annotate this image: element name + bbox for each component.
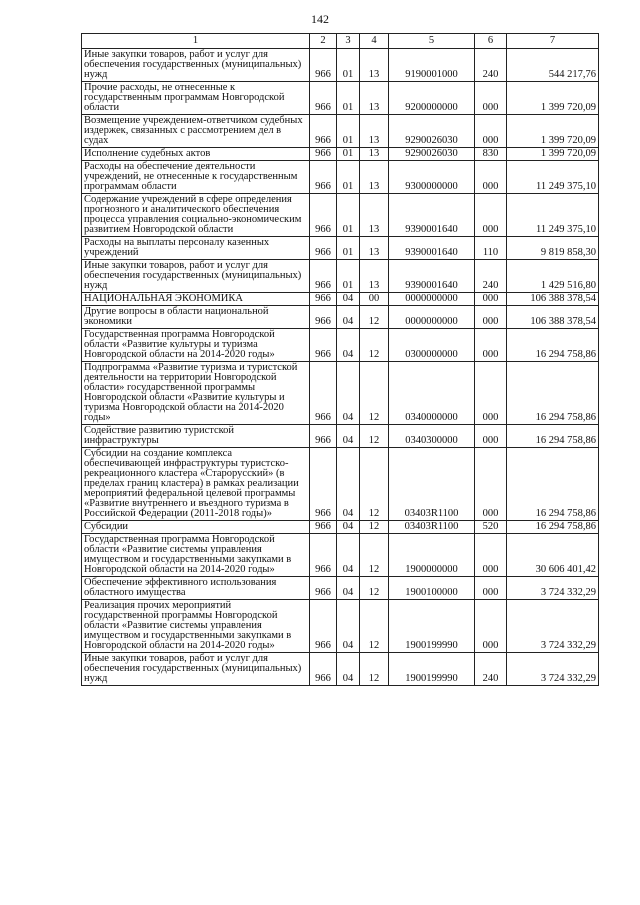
row-expense-type: 000 [475,362,507,425]
table-row [82,448,599,521]
row-target-article: 0300000000 [389,329,475,362]
row-name: Иные закупки товаров, работ и услуг для обеспечения государственных (муниципальных) нужд [82,653,310,686]
row-amount: 106 388 378,54 [507,293,599,306]
row-name: Исполнение судебных актов [82,148,310,161]
row-expense-type: 000 [475,534,507,577]
col-header-6: 6 [475,34,507,49]
row-admin-code: 966 [310,362,337,425]
row-amount: 16 294 758,86 [507,329,599,362]
row-admin-code: 966 [310,293,337,306]
table-row [82,425,599,448]
row-subsection: 12 [360,329,389,362]
row-target-article: 9390001640 [389,260,475,293]
row-section: 01 [337,161,360,194]
row-expense-type: 000 [475,194,507,237]
row-amount: 30 606 401,42 [507,534,599,577]
col-header-5: 5 [389,34,475,49]
row-admin-code: 966 [310,521,337,534]
row-admin-code: 966 [310,148,337,161]
row-section: 04 [337,600,360,653]
col-header-4: 4 [360,34,389,49]
row-amount: 1 399 720,09 [507,115,599,148]
row-target-article: 0340000000 [389,362,475,425]
row-target-article: 9200000000 [389,82,475,115]
row-target-article: 1900100000 [389,577,475,600]
table-row [82,577,599,600]
row-admin-code: 966 [310,329,337,362]
table-row [82,148,599,161]
table-row [82,115,599,148]
row-amount: 3 724 332,29 [507,600,599,653]
row-target-article: 9300000000 [389,161,475,194]
row-admin-code: 966 [310,577,337,600]
row-expense-type: 000 [475,161,507,194]
table-row [82,260,599,293]
row-subsection: 12 [360,577,389,600]
row-expense-type: 240 [475,260,507,293]
row-subsection: 12 [360,362,389,425]
row-expense-type: 000 [475,329,507,362]
row-subsection: 13 [360,82,389,115]
row-name: Другие вопросы в области национальной экономики [82,306,310,329]
row-section: 04 [337,293,360,306]
row-section: 04 [337,306,360,329]
row-section: 04 [337,329,360,362]
row-amount: 16 294 758,86 [507,448,599,521]
row-admin-code: 966 [310,260,337,293]
row-amount: 16 294 758,86 [507,521,599,534]
row-name: Содержание учреждений в сфере определения прогнозного и аналитического обеспечения процесса управления социально-экономическим развитием Новгородской области [82,194,310,237]
row-expense-type: 240 [475,49,507,82]
row-subsection: 12 [360,448,389,521]
row-target-article: 0340300000 [389,425,475,448]
row-section: 01 [337,115,360,148]
row-name: Расходы на выплаты персоналу казенных учреждений [82,237,310,260]
row-subsection: 13 [360,194,389,237]
row-expense-type: 520 [475,521,507,534]
row-section: 01 [337,49,360,82]
row-amount: 3 724 332,29 [507,577,599,600]
row-subsection: 13 [360,161,389,194]
table-row [82,82,599,115]
table-row [82,194,599,237]
col-header-7: 7 [507,34,599,49]
row-subsection: 12 [360,653,389,686]
row-amount: 1 429 516,80 [507,260,599,293]
row-section: 04 [337,577,360,600]
row-subsection: 13 [360,237,389,260]
row-admin-code: 966 [310,306,337,329]
row-target-article: 1900199990 [389,600,475,653]
row-amount: 16 294 758,86 [507,425,599,448]
row-expense-type: 000 [475,600,507,653]
row-subsection: 12 [360,425,389,448]
row-name: Реализация прочих мероприятий государственной программы Новгородской области «Развитие системы управления имуществом и государственными закупками в Новгородской области на 2014-2020 годы» [82,600,310,653]
row-admin-code: 966 [310,82,337,115]
row-name: Обеспечение эффективного использования областного имущества [82,577,310,600]
row-expense-type: 000 [475,306,507,329]
row-section: 04 [337,425,360,448]
row-name: Подпрограмма «Развитие туризма и туристской деятельности на территории Новгородской области» государственной программы Новгородской области «Развитие культуры и туризма Новгородской области на 2014-2020 годы» [82,362,310,425]
row-section: 04 [337,534,360,577]
row-admin-code: 966 [310,425,337,448]
row-admin-code: 966 [310,161,337,194]
row-target-article: 1900199990 [389,653,475,686]
row-section: 01 [337,194,360,237]
row-admin-code: 966 [310,115,337,148]
row-name: Государственная программа Новгородской области «Развитие культуры и туризма Новгородской области на 2014-2020 годы» [82,329,310,362]
row-target-article: 0000000000 [389,306,475,329]
row-admin-code: 966 [310,194,337,237]
row-section: 01 [337,148,360,161]
row-subsection: 12 [360,521,389,534]
table-row [82,329,599,362]
row-admin-code: 966 [310,448,337,521]
row-section: 01 [337,82,360,115]
row-section: 04 [337,362,360,425]
row-target-article: 0000000000 [389,293,475,306]
row-target-article: 9190001000 [389,49,475,82]
row-name: Прочие расходы, не отнесенные к государственным программам Новгородской области [82,82,310,115]
row-name: Субсидии на создание комплекса обеспечивающей инфраструктуры туристско-рекреационного кластера «Старорусский» (в пределах границ кластера) в рамках реализации мероприятий федеральной целевой программы «Развитие внутреннего и въездного туризма в Российской Федерации (2011-2018 годы)» [82,448,310,521]
row-name: Иные закупки товаров, работ и услуг для обеспечения государственных (муниципальных) нужд [82,49,310,82]
row-target-article: 03403R1100 [389,521,475,534]
table-row [82,306,599,329]
row-expense-type: 000 [475,82,507,115]
row-name: Иные закупки товаров, работ и услуг для обеспечения государственных (муниципальных) нужд [82,260,310,293]
row-expense-type: 110 [475,237,507,260]
row-expense-type: 000 [475,448,507,521]
table-row [82,362,599,425]
row-expense-type: 240 [475,653,507,686]
table-row [82,293,599,306]
table-row [82,600,599,653]
row-amount: 1 399 720,09 [507,148,599,161]
row-subsection: 13 [360,49,389,82]
table-row [82,653,599,686]
row-amount: 11 249 375,10 [507,161,599,194]
col-header-3: 3 [337,34,360,49]
row-expense-type: 000 [475,115,507,148]
table-row [82,237,599,260]
row-subsection: 12 [360,306,389,329]
row-admin-code: 966 [310,237,337,260]
row-section: 04 [337,521,360,534]
row-admin-code: 966 [310,600,337,653]
row-amount: 106 388 378,54 [507,306,599,329]
row-target-article: 03403R1100 [389,448,475,521]
row-target-article: 9390001640 [389,194,475,237]
row-subsection: 13 [360,148,389,161]
row-name: Содействие развитию туристской инфраструктуры [82,425,310,448]
row-target-article: 1900000000 [389,534,475,577]
row-expense-type: 000 [475,577,507,600]
row-expense-type: 000 [475,425,507,448]
row-amount: 16 294 758,86 [507,362,599,425]
page-number: 142 [311,12,329,26]
row-amount: 11 249 375,10 [507,194,599,237]
row-name: Государственная программа Новгородской области «Развитие системы управления имуществом и государственными закупками в Новгородской области на 2014-2020 годы» [82,534,310,577]
row-target-article: 9290026030 [389,115,475,148]
table-row [82,521,599,534]
row-section: 01 [337,237,360,260]
row-admin-code: 966 [310,49,337,82]
row-name: Возмещение учреждением-ответчиком судебных издержек, связанных с рассмотрением дел в судах [82,115,310,148]
row-target-article: 9290026030 [389,148,475,161]
row-subsection: 12 [360,600,389,653]
row-amount: 544 217,76 [507,49,599,82]
budget-table [81,33,599,686]
row-name: Расходы на обеспечение деятельности учреждений, не отнесенные к государственным программам области [82,161,310,194]
row-name: Субсидии [82,521,310,534]
row-subsection: 13 [360,115,389,148]
row-section: 01 [337,260,360,293]
row-name: НАЦИОНАЛЬНАЯ ЭКОНОМИКА [82,293,310,306]
row-section: 04 [337,448,360,521]
row-target-article: 9390001640 [389,237,475,260]
table-row [82,161,599,194]
row-amount: 3 724 332,29 [507,653,599,686]
row-admin-code: 966 [310,534,337,577]
row-amount: 1 399 720,09 [507,82,599,115]
table-row [82,534,599,577]
row-expense-type: 830 [475,148,507,161]
row-amount: 9 819 858,30 [507,237,599,260]
table-row [82,49,599,82]
row-subsection: 00 [360,293,389,306]
row-subsection: 13 [360,260,389,293]
header-row [82,34,599,49]
col-header-1: 1 [82,34,310,49]
col-header-2: 2 [310,34,337,49]
row-admin-code: 966 [310,653,337,686]
row-expense-type: 000 [475,293,507,306]
row-subsection: 12 [360,534,389,577]
row-section: 04 [337,653,360,686]
